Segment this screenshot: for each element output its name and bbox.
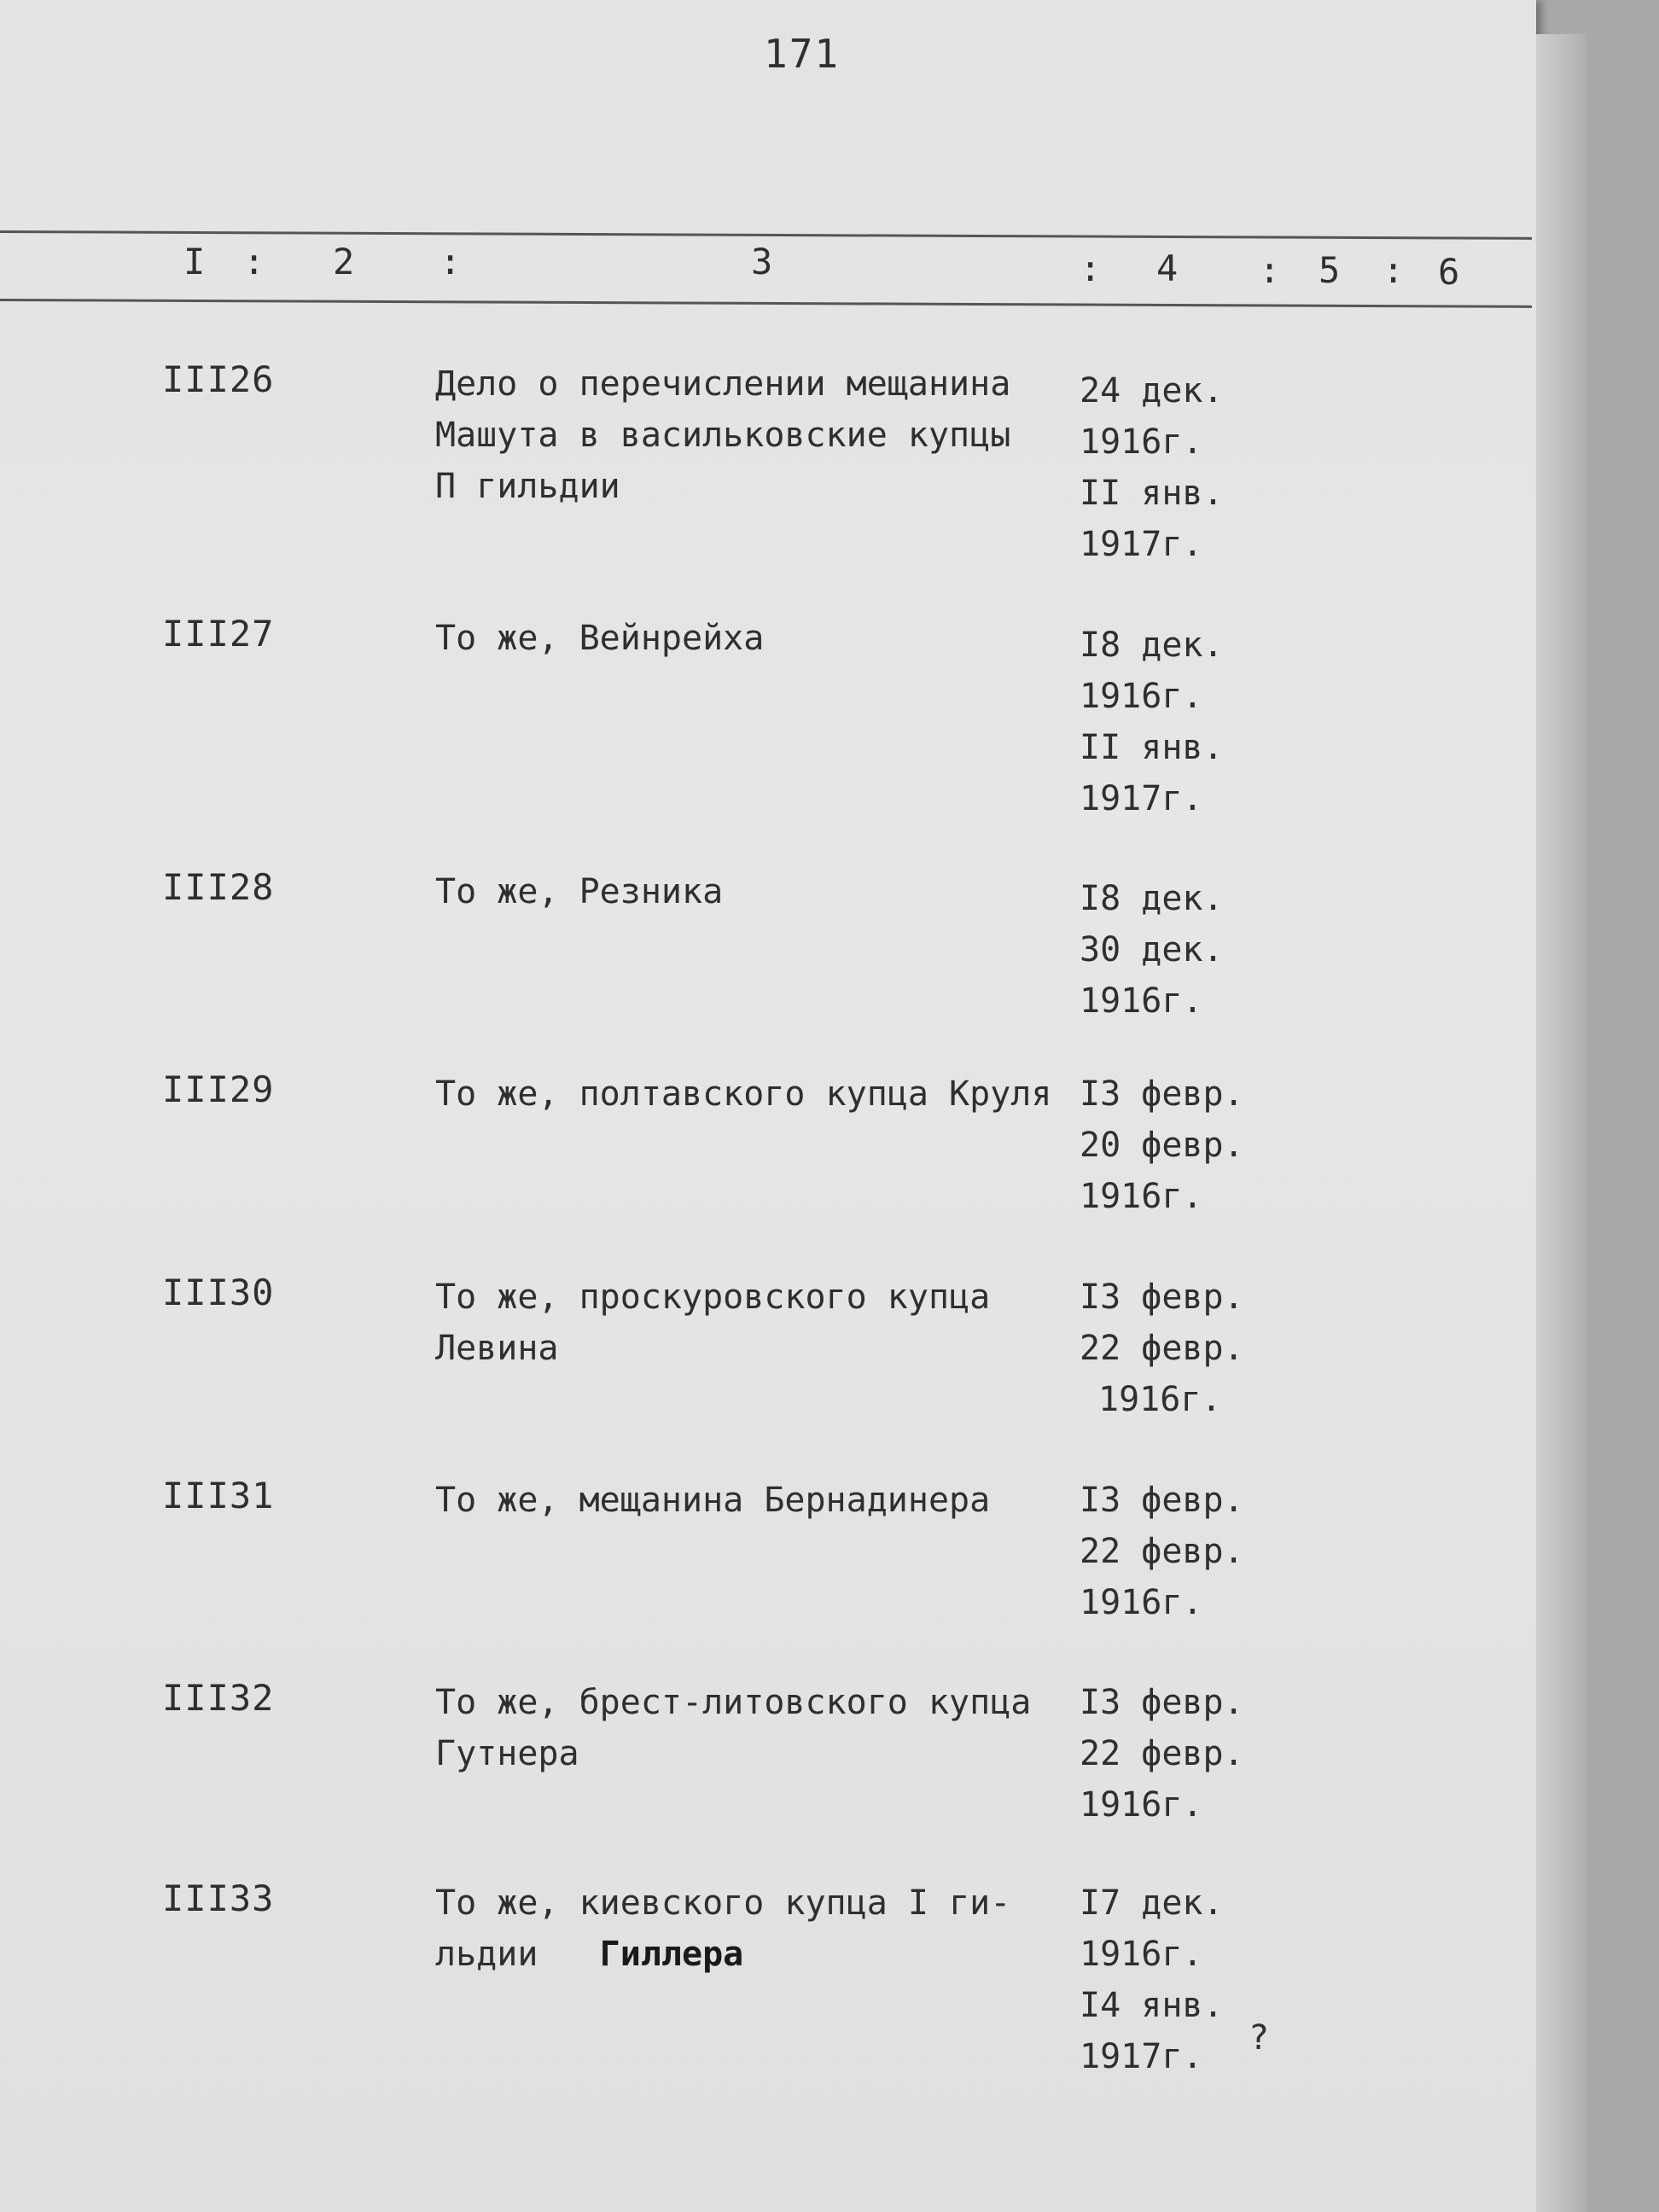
file-description <box>435 358 1084 512</box>
file-number: III28 <box>162 866 275 908</box>
date-line: 22 февр. <box>1080 1734 1244 1773</box>
file-dates <box>1080 1877 1270 2082</box>
header-col-6: 6 <box>1438 251 1460 293</box>
file-description <box>435 866 1084 917</box>
description-line: Дело о перечислении мещанина <box>435 364 1011 404</box>
description-line: П гильдии <box>435 467 620 506</box>
description-line: Машута в васильковские купцы <box>435 416 1011 455</box>
description-bold-name: Гиллера <box>599 1935 744 1974</box>
description-line: То же, полтавского купца Круля <box>435 1074 1052 1114</box>
date-line: 22 февр. <box>1080 1329 1244 1368</box>
date-line: I8 дек. <box>1080 626 1224 665</box>
description-line: То же, киевского купца I ги- <box>435 1883 1011 1923</box>
date-line: 1916г. <box>1080 677 1203 716</box>
file-number: III26 <box>162 358 275 400</box>
date-line: I3 февр. <box>1080 1074 1244 1114</box>
description-line: То же, мещанина Бернадинера <box>435 1481 991 1520</box>
header-col-2: 2 <box>333 241 355 282</box>
header-rule-bottom <box>0 299 1532 308</box>
date-line: II янв. <box>1080 474 1224 513</box>
file-dates <box>1080 620 1267 824</box>
file-dates <box>1080 873 1267 1027</box>
file-number: III33 <box>162 1877 275 1919</box>
description-text: льдии <box>435 1935 538 1974</box>
header-col-1: I <box>183 241 206 282</box>
table-header <box>0 241 1536 292</box>
date-line: 1917г. <box>1080 2037 1203 2076</box>
date-line: 1916г. <box>1080 1177 1203 1216</box>
handwritten-question-mark: ? <box>1249 2018 1270 2058</box>
date-line: 30 дек. <box>1080 930 1224 969</box>
description-line: То же, Резника <box>435 872 724 911</box>
header-col-4: 4 <box>1156 247 1179 289</box>
header-separator: : <box>1080 247 1102 289</box>
date-line: 22 февр. <box>1080 1532 1244 1571</box>
header-col-5: 5 <box>1318 249 1341 291</box>
header-separator: : <box>1382 249 1405 291</box>
file-dates <box>1080 1068 1267 1222</box>
date-line: 1917г. <box>1080 779 1203 818</box>
description-line <box>435 1929 1084 1980</box>
file-number: III32 <box>162 1677 275 1719</box>
page-edge <box>1536 34 1587 2212</box>
date-line: 24 дек. <box>1080 371 1224 410</box>
date-line: I3 февр. <box>1080 1481 1244 1520</box>
date-line: I3 февр. <box>1080 1278 1244 1317</box>
description-line: То же, проскуровского купца <box>435 1278 991 1317</box>
date-line: 1916г. <box>1080 1583 1203 1622</box>
file-dates <box>1080 365 1267 570</box>
file-description <box>435 1068 1084 1120</box>
date-line: I4 янв. <box>1080 1986 1224 2025</box>
date-line: I3 февр. <box>1080 1683 1244 1722</box>
file-description <box>435 1877 1084 1980</box>
file-number: III30 <box>162 1272 275 1313</box>
date-line: II янв. <box>1080 728 1224 767</box>
header-separator: : <box>439 241 462 282</box>
date-line: 1916г. <box>1098 1380 1222 1419</box>
date-line: 1916г. <box>1080 422 1203 462</box>
file-number: III31 <box>162 1475 275 1516</box>
header-separator: : <box>1259 249 1281 291</box>
date-line: 1916г. <box>1080 1785 1203 1825</box>
file-dates <box>1080 1272 1267 1425</box>
date-line: 1917г. <box>1080 525 1203 564</box>
header-separator: : <box>243 241 265 282</box>
file-description <box>435 1272 1084 1374</box>
file-dates <box>1080 1475 1267 1628</box>
file-number: III29 <box>162 1068 275 1110</box>
file-description <box>435 1475 1084 1526</box>
description-line: Левина <box>435 1329 559 1368</box>
date-line: 20 февр. <box>1080 1126 1244 1165</box>
header-rule-top <box>0 230 1532 240</box>
file-description <box>435 613 1084 664</box>
description-line: То же, Вейнрейха <box>435 619 765 658</box>
date-line: I8 дек. <box>1080 879 1224 918</box>
date-line: I7 дек. <box>1080 1883 1224 1923</box>
description-line: Гутнера <box>435 1734 579 1773</box>
file-dates <box>1080 1677 1267 1831</box>
file-description <box>435 1677 1084 1779</box>
date-line: 1916г. <box>1080 1935 1203 1974</box>
description-line: То же, брест-литовского купца <box>435 1683 1032 1722</box>
date-line: 1916г. <box>1080 981 1203 1021</box>
file-number: III27 <box>162 613 275 655</box>
header-col-3: 3 <box>751 241 773 282</box>
page-number: 171 <box>764 31 841 77</box>
